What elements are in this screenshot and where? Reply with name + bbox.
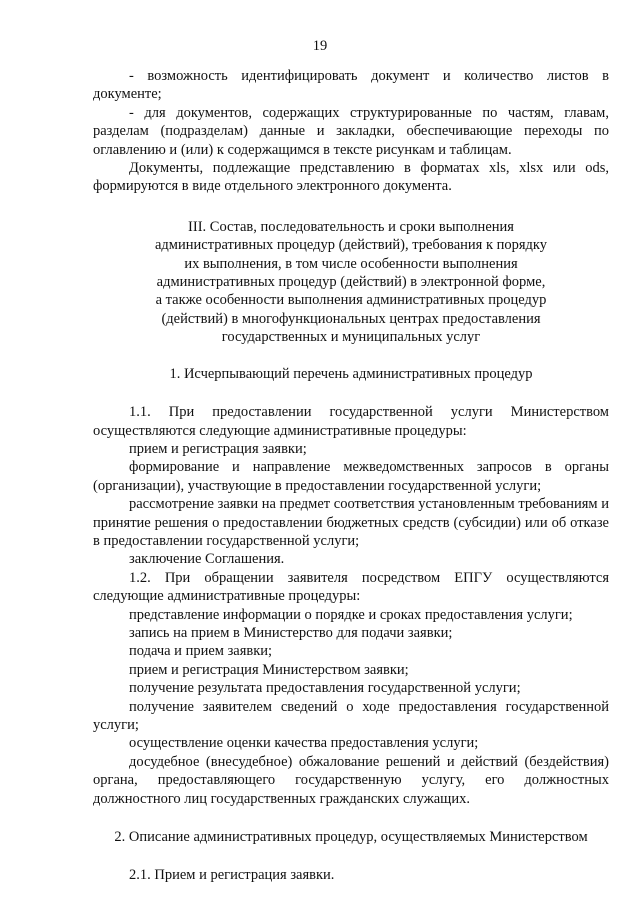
subheading: 1. Исчерпывающий перечень административных процедур <box>169 365 533 382</box>
document-body <box>93 67 609 885</box>
section-heading-line: (действий) в многофункциональных центрах предоставления <box>161 310 541 327</box>
section-heading-line: административных процедур (действий) в электронной форме, <box>156 274 546 291</box>
list-item: получение результата предоставления государственной услуги; <box>129 680 521 697</box>
list-item: представление информации о порядке и сроках предоставления услуги; <box>129 606 573 623</box>
section-heading <box>123 218 579 347</box>
list-item: прием и регистрация заявки; <box>129 440 307 457</box>
list-item: формирование и направление межведомственных запросов в органы (организации), участвующие в предоставлении государственной услуги; <box>93 459 609 494</box>
section-heading-line: III. Состав, последовательность и сроки выполнения <box>188 218 514 235</box>
paragraph: - возможность идентифицировать документ и количество листов в документе; <box>93 68 609 103</box>
list-item: подача и прием заявки; <box>129 643 273 660</box>
section-heading-line: их выполнения, в том числе особенности выполнения <box>184 255 518 272</box>
paragraph: 2.1. Прием и регистрация заявки. <box>129 867 335 884</box>
list-item: заключение Соглашения. <box>129 551 285 568</box>
paragraph: 1.2. При обращении заявителя посредством ЕПГУ осуществляются следующие административные процедуры: <box>93 569 609 605</box>
list-item: рассмотрение заявки на предмет соответствия установленным требованиям и принятие решения о предоставлении бюджетных средств (субсидии) или об отказе в предоставлении государственной услуги; <box>93 496 609 549</box>
list-item: досудебное (внесудебное) обжалование решений и действий (бездействия) органа, предоставляющего государственную услугу, его должностных должностного лиц государственных гражданских служащих. <box>93 753 609 807</box>
paragraph: - для документов, содержащих структурированные по частям, главам, разделам (подразделам) данные и закладки, обеспечивающие переходы по оглавлению и (или) к содержащимся в тексте рисункам и таблицам. <box>93 104 609 158</box>
list-item: запись на прием в Министерство для подачи заявки; <box>129 624 453 641</box>
list-item: получение заявителем сведений о ходе предоставления государственной услуги; <box>93 698 609 733</box>
paragraph: 1.1. При предоставлении государственной услуги Министерством осуществляются следующие административные процедуры: <box>93 404 609 439</box>
section-heading-line: а также особенности выполнения административных процедур <box>155 292 547 309</box>
paragraph: Документы, подлежащие представлению в форматах xls, xlsx или ods, формируются в виде отдельного электронного документа. <box>93 160 609 195</box>
list-item: прием и регистрация Министерством заявки; <box>129 661 409 678</box>
section-heading-line: государственных и муниципальных услуг <box>221 329 481 346</box>
page-number: 19 <box>312 38 328 54</box>
subheading: 2. Описание административных процедур, осуществляемых Министерством <box>114 829 588 846</box>
list-item: осуществление оценки качества предоставления услуги; <box>129 735 479 752</box>
section-heading-line: административных процедур (действий), требования к порядку <box>154 237 548 254</box>
